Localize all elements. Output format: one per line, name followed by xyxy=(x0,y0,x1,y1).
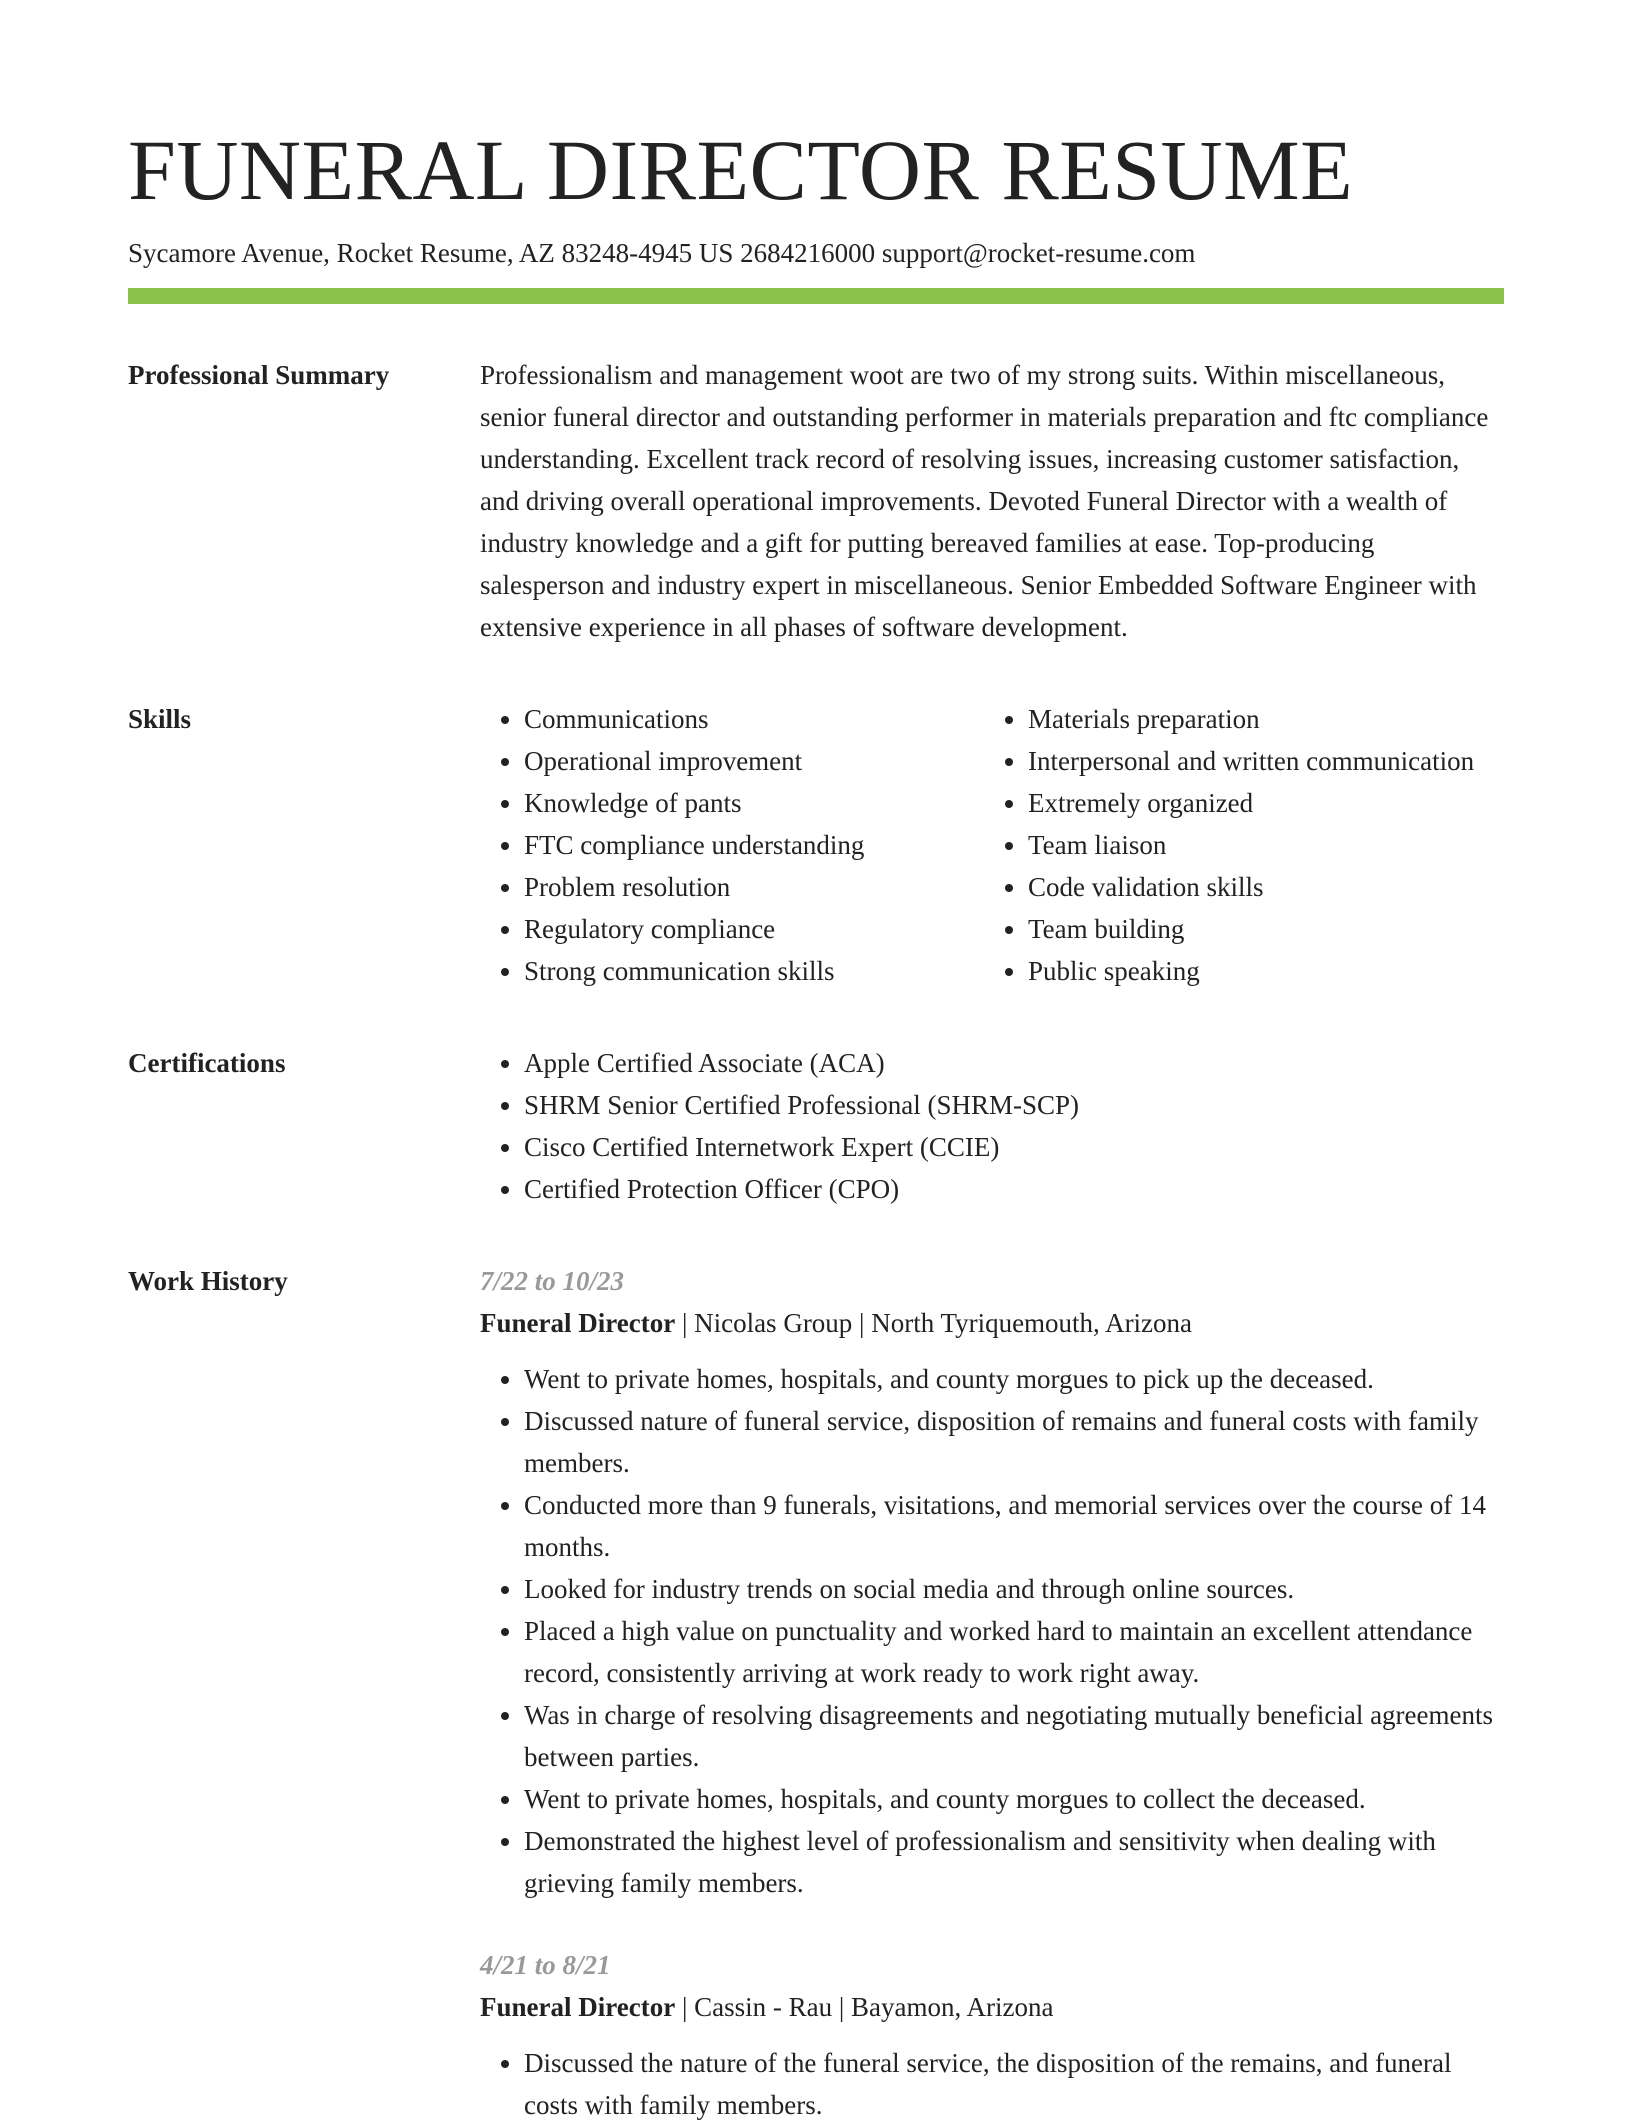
skill-item: • Operational improvement xyxy=(524,740,984,782)
job-bullet: • Went to private homes, hospitals, and county morgues to collect the deceased. xyxy=(524,1778,1504,1820)
summary-content xyxy=(480,354,1504,648)
skill-item: • Problem resolution xyxy=(524,866,984,908)
job-bullet: • Went to private homes, hospitals, and county morgues to pick up the deceased. xyxy=(524,1358,1504,1400)
certification-item: • SHRM Senior Certified Professional (SHRM-SCP) xyxy=(524,1084,1504,1126)
job-entry xyxy=(480,1260,1504,1904)
certifications-content xyxy=(480,1042,1504,1210)
skill-item: • Regulatory compliance xyxy=(524,908,984,950)
skill-item: • Team liaison xyxy=(1028,824,1504,866)
job-title: Funeral Director xyxy=(480,1308,676,1338)
work-history-content xyxy=(480,1260,1504,2126)
skills-column-2 xyxy=(984,698,1504,992)
job-bullet: • Conducted more than 9 funerals, visitations, and memorial services over the course of 14 months. xyxy=(524,1484,1504,1568)
skill-item: • Team building xyxy=(1028,908,1504,950)
skill-item: • Communications xyxy=(524,698,984,740)
job-heading xyxy=(480,1302,1504,1344)
resume-title: FUNERAL DIRECTOR RESUME xyxy=(128,122,1354,218)
job-bullet: • Discussed the nature of the funeral service, the disposition of the remains, and funeral costs with family members. xyxy=(524,2042,1504,2126)
skills-column-1 xyxy=(480,698,984,992)
resume-page xyxy=(128,0,1504,2126)
summary-text: Professionalism and management woot are two of my strong suits. Within miscellaneous, senior funeral director and outstanding performer in materials preparation and ftc compliance understanding. Excellent track record of resolving issues, increasing customer satisfaction, and driving overall operational improvements. Devoted Funeral Director with a wealth of industry knowledge and a gift for putting bereaved families at ease. Top-producing salesperson and industry expert in miscellaneous. Senior Embedded Software Engineer with extensive experience in all phases of software development. xyxy=(480,360,1489,642)
skill-item: • Extremely organized xyxy=(1028,782,1504,824)
job-bullet: • Demonstrated the highest level of professionalism and sensitivity when dealing with grieving family members. xyxy=(524,1820,1504,1904)
skills-content xyxy=(480,698,1504,992)
skills-section xyxy=(128,698,1504,992)
section-label-skills: Skills xyxy=(128,704,192,734)
skill-item: • Strong communication skills xyxy=(524,950,984,992)
certification-item: • Cisco Certified Internetwork Expert (CCIE) xyxy=(524,1126,1504,1168)
certifications-section xyxy=(128,1042,1504,1210)
contact-info: Sycamore Avenue, Rocket Resume, AZ 83248-4945 US 2684216000 support@rocket-resume.com xyxy=(128,238,1196,268)
certification-item: • Certified Protection Officer (CPO) xyxy=(524,1168,1504,1210)
job-bullet: • Placed a high value on punctuality and worked hard to maintain an excellent attendance record, consistently arriving at work ready to work right away. xyxy=(524,1610,1504,1694)
skill-item: • Materials preparation xyxy=(1028,698,1504,740)
section-label-summary: Professional Summary xyxy=(128,360,390,390)
job-bullets xyxy=(480,2042,1504,2126)
job-heading xyxy=(480,1986,1504,2028)
certifications-list xyxy=(480,1042,1504,1210)
job-date: 7/22 to 10/23 xyxy=(480,1266,625,1296)
work-history-section xyxy=(128,1260,1504,2126)
job-details: | Nicolas Group | North Tyriquemouth, Arizona xyxy=(675,1308,1193,1338)
job-date: 4/21 to 8/21 xyxy=(480,1950,611,1980)
job-bullet: • Discussed nature of funeral service, disposition of remains and funeral costs with family members. xyxy=(524,1400,1504,1484)
section-label-certifications: Certifications xyxy=(128,1048,286,1078)
accent-divider xyxy=(128,288,1504,304)
job-bullet: • Was in charge of resolving disagreements and negotiating mutually beneficial agreements between parties. xyxy=(524,1694,1504,1778)
section-label-work-history: Work History xyxy=(128,1266,288,1296)
job-entry xyxy=(480,1944,1504,2126)
skill-item: • Public speaking xyxy=(1028,950,1504,992)
job-title: Funeral Director xyxy=(480,1992,676,2022)
certification-item: • Apple Certified Associate (ACA) xyxy=(524,1042,1504,1084)
skill-item: • Code validation skills xyxy=(1028,866,1504,908)
skill-item: • Knowledge of pants xyxy=(524,782,984,824)
summary-section xyxy=(128,354,1504,648)
job-bullet: • Looked for industry trends on social media and through online sources. xyxy=(524,1568,1504,1610)
job-details: | Cassin - Rau | Bayamon, Arizona xyxy=(675,1992,1054,2022)
skill-item: • FTC compliance understanding xyxy=(524,824,984,866)
job-bullets xyxy=(480,1358,1504,1904)
skill-item: • Interpersonal and written communication xyxy=(1028,740,1504,782)
